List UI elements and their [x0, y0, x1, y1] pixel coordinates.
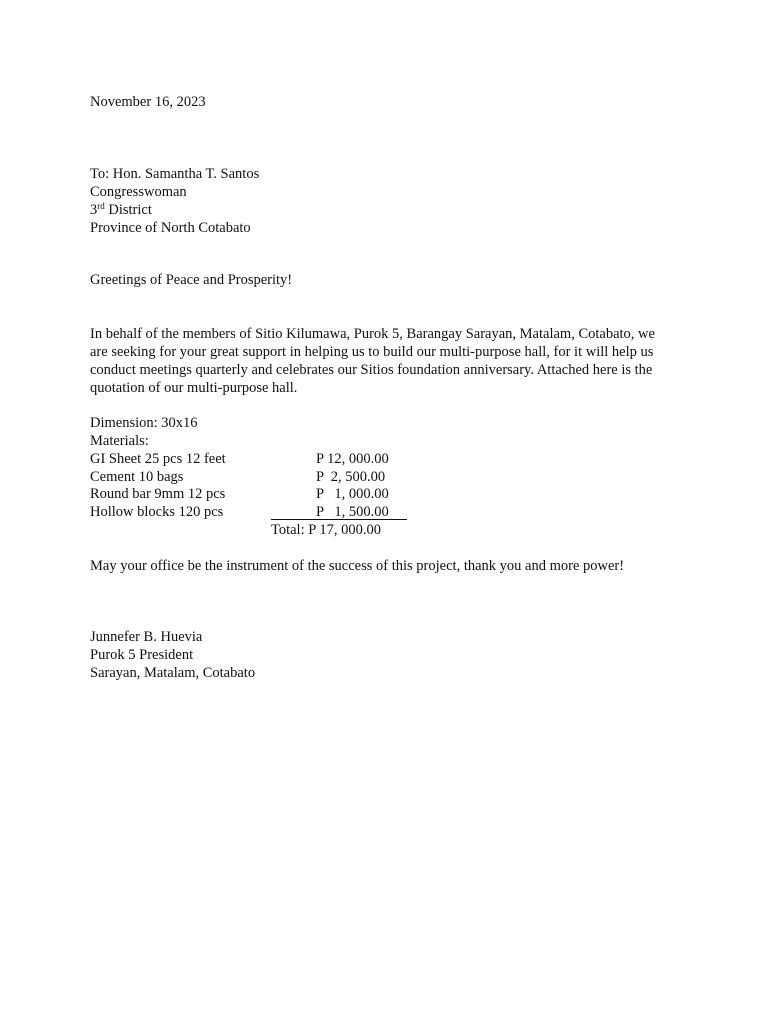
body-line: quotation of our multi-purpose hall. — [90, 380, 298, 396]
signatory-name: Junnefer B. Huevia — [90, 629, 203, 645]
recipient-province: Province of North Cotabato — [90, 220, 251, 236]
closing-line: May your office be the instrument of the success of this project, thank you and more power! — [90, 558, 625, 574]
total-amount: Total: P 17, 000.00 — [271, 522, 382, 538]
material-price: P 1, 500.00 — [316, 504, 389, 520]
signature-block — [90, 628, 255, 682]
body-line: In behalf of the members of Sitio Kilumawa, Purok 5, Barangay Sarayan, Matalam, Cotabato, we — [90, 326, 655, 342]
district-suffix: rd — [97, 201, 105, 211]
district-text: District — [104, 202, 152, 218]
material-price: P 12, 000.00 — [316, 451, 389, 467]
dimension-text: Dimension: 30x16 — [90, 415, 198, 431]
recipient-position: Congresswoman — [90, 184, 187, 200]
signatory-address: Sarayan, Matalam, Cotabato — [90, 665, 256, 681]
total-rule — [271, 519, 407, 520]
material-item: Hollow blocks 120 pcs — [90, 504, 224, 520]
material-item: Round bar 9mm 12 pcs — [90, 486, 226, 502]
material-price: P 2, 500.00 — [316, 469, 386, 485]
district-number: 3 — [90, 202, 98, 218]
recipient-name: To: Hon. Samantha T. Santos — [90, 166, 260, 182]
recipient-block — [90, 165, 259, 237]
recipient-district — [90, 201, 259, 219]
greeting: Greetings of Peace and Prosperity! — [90, 272, 293, 288]
body-line: conduct meetings quarterly and celebrates our Sitios foundation anniversary. Attached here is the — [90, 362, 653, 378]
letter-date: November 16, 2023 — [90, 94, 206, 110]
materials-label: Materials: — [90, 433, 149, 449]
signatory-title: Purok 5 President — [90, 647, 194, 663]
material-item: Cement 10 bags — [90, 469, 184, 485]
body-paragraph — [90, 325, 690, 397]
body-line: are seeking for your great support in helping us to build our multi-purpose hall, for it will help us — [90, 344, 654, 360]
material-item: GI Sheet 25 pcs 12 feet — [90, 451, 226, 467]
material-price: P 1, 000.00 — [316, 486, 389, 502]
